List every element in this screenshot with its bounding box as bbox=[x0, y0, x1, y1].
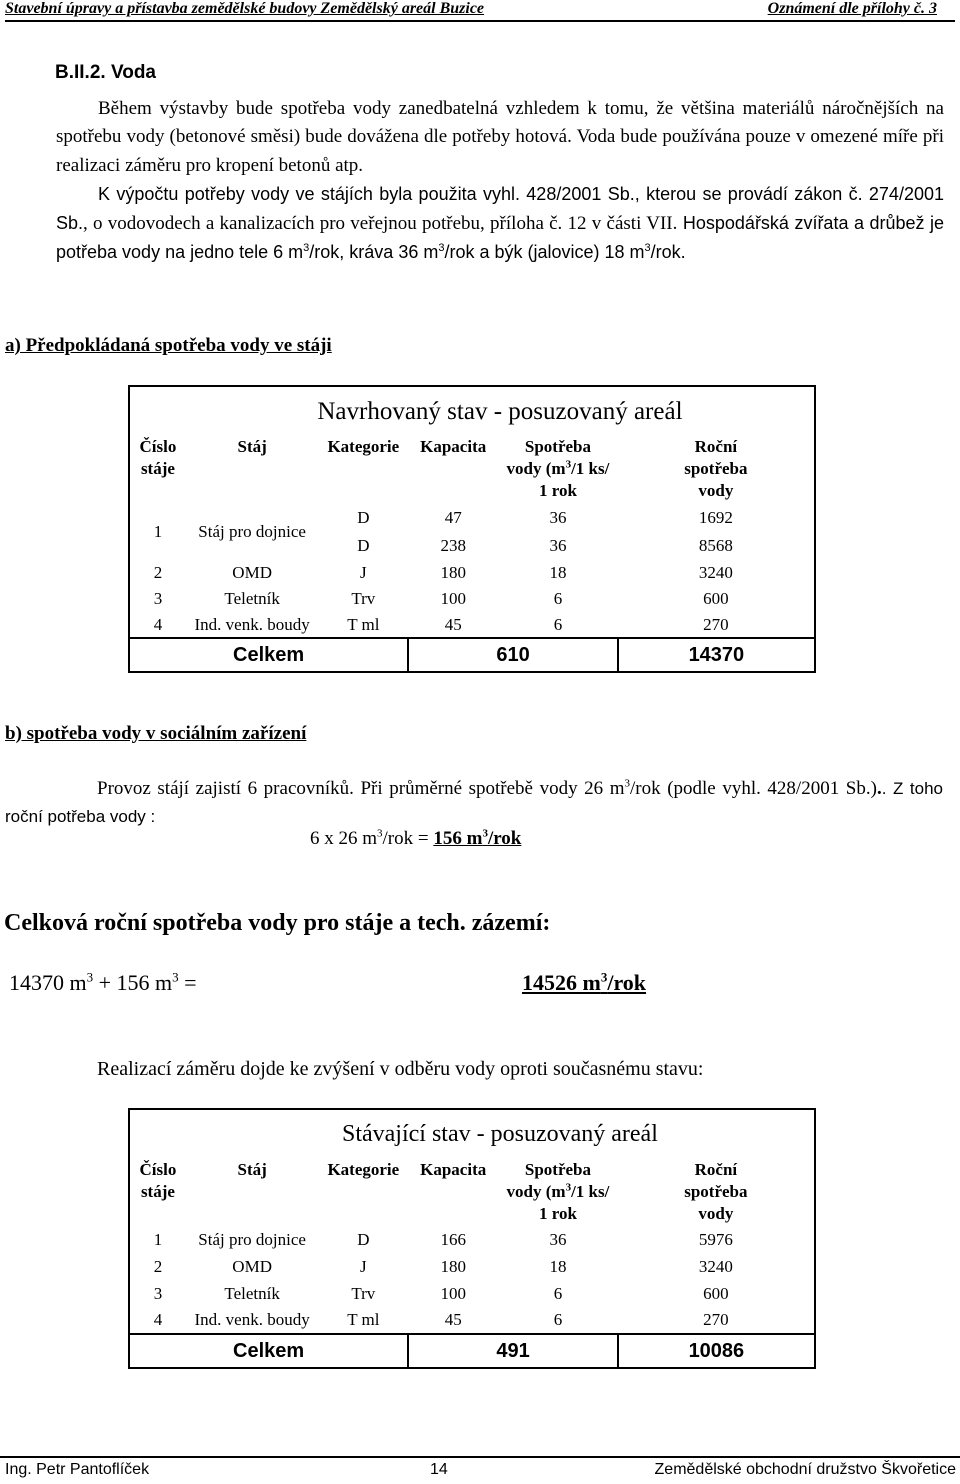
page-header bbox=[5, 0, 955, 20]
header-title: Stavební úpravy a přístavba zemědělské budovy Zemědělský areál Buzice bbox=[5, 0, 485, 17]
table-title: Navrhovaný stav - posuzovaný areál bbox=[186, 386, 815, 436]
table-row: 4 Ind. venk. boudy T ml 45 6 270 bbox=[129, 1307, 815, 1334]
col-header-spotreba: Spotřeba vody ($m^3/1$ ks/ 1 rok bbox=[506, 437, 610, 500]
col-header-kategorie: Kategorie bbox=[327, 1160, 400, 1179]
col-header-cislo: Číslo stáje bbox=[129, 436, 186, 504]
social-calc: 6 x 26 $m^3$/rok = 156 $m^3$/rok bbox=[310, 827, 522, 849]
header-annex: Oznámení dle přílohy č. 3 bbox=[767, 0, 937, 17]
superscript: 3 bbox=[303, 242, 310, 255]
col-header-staj: Stáj bbox=[237, 1160, 267, 1179]
page-number: 14 bbox=[430, 1461, 448, 1478]
header-rule bbox=[5, 20, 955, 22]
col-header-cislo: Číslo stáje bbox=[129, 1159, 186, 1227]
table-total-row: Celkem 491 10086 bbox=[129, 1334, 815, 1368]
total-title: Celková roční spotřeba vody pro stáje a tech. zázemí: bbox=[4, 910, 551, 936]
section-b-title: b) spotřeba vody v sociálním zařízení bbox=[5, 723, 307, 744]
water-table-current bbox=[128, 1108, 816, 1369]
col-header-staj: Stáj bbox=[237, 437, 267, 456]
superscript: 3 bbox=[438, 242, 445, 255]
col-header-rocni: Roční spotřeba vody bbox=[618, 436, 815, 504]
col-header-spotreba: Spotřeba vody ($m^3/1$ ks/ 1 rok bbox=[506, 1160, 610, 1223]
intro-paragraph-2e: /rok a býk (jalovice) 18 m bbox=[444, 242, 645, 263]
col-header-rocni: Roční spotřeba vody bbox=[618, 1159, 815, 1227]
section-title: B.II.2. Voda bbox=[55, 62, 157, 83]
intro-paragraph-2d: /rok, kráva 36 m bbox=[309, 242, 439, 263]
table-row: D 238 36 8568 bbox=[129, 532, 815, 560]
table-row: 4 Ind. venk. boudy T ml 45 6 270 bbox=[129, 612, 815, 638]
intro-paragraph-2a: K výpočtu potřeby vody ve stájích byla použita vyhl. 428/2001 Sb., kterou se provádí zákon č. 274/2001 Sb. bbox=[56, 183, 944, 234]
section-a-title: a) Předpokládaná spotřeba vody ve stáji bbox=[5, 335, 332, 356]
intro-paragraph-1: Během výstavby bude spotřeba vody zanedbatelná vzhledem k tomu, že většina materiálů náročnějších na spotřebu vody (betonové směsi) bude dovážena dle potřeby hotová. Voda bude používána pouze v omezené míře při realizaci záměru pro kropení betonů atp. bbox=[56, 98, 944, 176]
col-header-kapacita: Kapacita bbox=[420, 1160, 487, 1179]
table-row: 2 OMD J 180 18 3240 bbox=[129, 560, 815, 586]
increase-text: Realizací záměru dojde ke zvýšení v odběru vody oproti současnému stavu: bbox=[97, 1058, 704, 1080]
intro-paragraph-2f: /rok. bbox=[650, 242, 686, 263]
total-result: 14526 $m^3$/rok bbox=[522, 969, 647, 995]
table-row: 1 Stáj pro dojnice D 166 36 5976 bbox=[129, 1227, 815, 1253]
water-table-proposed bbox=[128, 385, 816, 673]
col-header-kapacita: Kapacita bbox=[420, 437, 487, 456]
col-header-kategorie: Kategorie bbox=[327, 437, 400, 456]
footer-author: Ing. Petr Pantoflíček bbox=[5, 1461, 150, 1478]
footer-client: Zemědělské obchodní družstvo Škvořetice bbox=[654, 1461, 956, 1478]
table-title: Stávající stav - posuzovaný areál bbox=[186, 1109, 815, 1159]
intro-text bbox=[56, 95, 944, 268]
page-footer bbox=[0, 1456, 960, 1484]
table-row: 3 Teletník Trv 100 6 600 bbox=[129, 586, 815, 612]
table-total-row: Celkem 610 14370 bbox=[129, 638, 815, 672]
total-calc: 14370 $m^3 + 156$ $m^3$ = bbox=[9, 969, 197, 995]
superscript: 3 bbox=[644, 242, 651, 255]
social-text: Provoz stájí zajistí 6 pracovníků. Při průměrné spotřebě vody 26 $m^3$/rok (podle vyhl. 428/2001 Sb.).. Z toho roční potřeba vody : bbox=[5, 777, 943, 826]
intro-paragraph-2c: Hospodářská zvířata a drůbež je potřeba vody na jedno tele 6 m bbox=[56, 213, 944, 263]
table-row: 2 OMD J 180 18 3240 bbox=[129, 1253, 815, 1280]
intro-paragraph-2b: , o vodovodech a kanalizacích pro veřejnou potřebu, příloha č. 12 v části VII. bbox=[83, 213, 678, 235]
table-row: 3 Teletník Trv 100 6 600 bbox=[129, 1280, 815, 1307]
table-row: 1 Stáj pro dojnice D 47 36 1692 bbox=[129, 504, 815, 532]
footer-rule bbox=[0, 1456, 960, 1458]
